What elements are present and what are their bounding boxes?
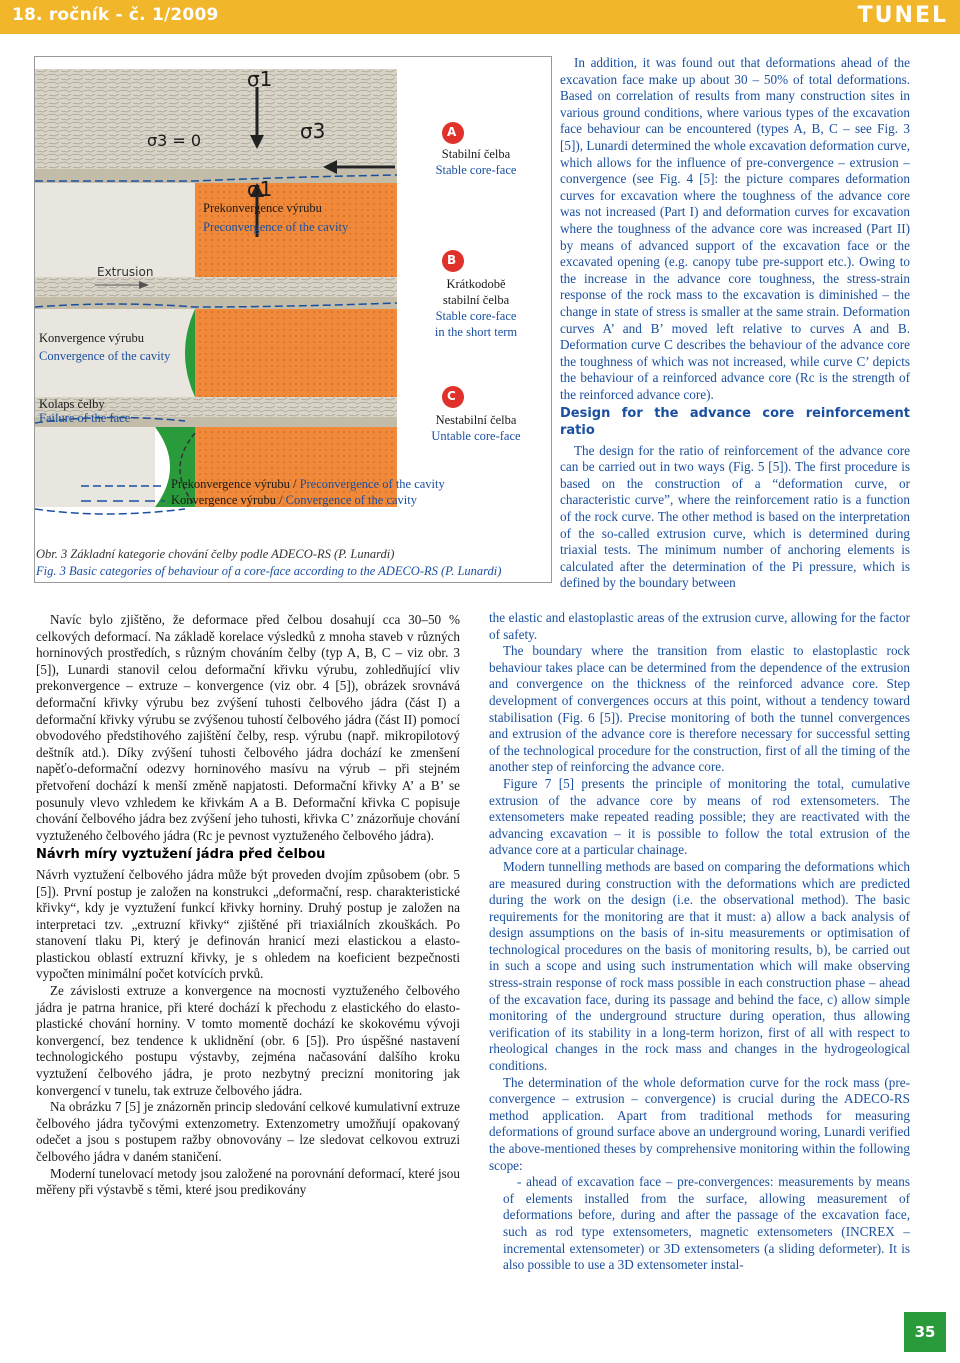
convergence-cz-label: Konvergence výrubu (39, 331, 144, 345)
en-paragraph-6: The determination of the whole deformation curve for the rock mass (pre-convergence – extrusion – convergence) is crucial during the ADECO-RS method application. Apart from traditional methods for measuring deformations of ground surface above an underground woring, Lunardi verified the above-mentioned theses by comprehensive monitoring within the following scope: (489, 1074, 910, 1173)
extrusion-label: Extrusion (97, 265, 154, 279)
sigma3-zero-label: σ3 = 0 (147, 131, 202, 150)
en-paragraph-2b: the elastic and elastoplastic areas of the extrusion curve, allowing for the factor of safety. (489, 610, 910, 642)
case-b-en1: Stable core-face (435, 309, 517, 323)
en-paragraph-2: The design for the ratio of reinforcement of the advance core can be carried out in two ways (Fig. 5 [5]). The first procedure is based on the construction of a “deformation curve, or characteristic curve”, where the reinforcement ratio is a function of the rock curve. The other method is based on the interpretation of the so-called extrusion curve, which is determined during triaxial tests. The minimum number of anchoring elements is calculated after the determination of the Pi pressure, which is defined by the boundary between (560, 442, 910, 591)
tunnel-c (35, 427, 155, 507)
failure-en-label: Failure of the face (39, 411, 131, 425)
convergence-en-label: Convergence of the cavity (39, 349, 171, 363)
caption-en: Fig. 3 Basic categories of behaviour of a core-face according to the ADECO-RS (P. Lunardi) (36, 564, 502, 578)
en-paragraph-3: The boundary where the transition from elastic to elastoplastic rock behaviour takes place can be determined from the dependence of the extrusion and convergence on the thickness of the reinforced advance core. Step development of convergences occurs at this point, without a tendency toward stabilisation (Fig. 6 [5]). Precise monitoring of both the tunnel convergences and extrusion of the advance core is therefore necessary for successful setting of the technological procedure for the construction, first of all the timing of the another step of reinforcing the advance core. (489, 643, 910, 775)
sigma1-label-bottom: σ1 (247, 177, 273, 201)
cz-paragraph-5: Moderní tunelovací metody jsou založené na porovnání deformací, které jsou měřeny při výstavbě s těmi, které jsou predikovány (36, 1165, 460, 1198)
legend-convergence: Konvergence výrubu / Convergence of the cavity (171, 493, 417, 507)
case-a-en: Stable core-face (435, 163, 517, 177)
rock-band-a (35, 69, 397, 169)
case-a-letter: A (447, 125, 457, 139)
issue-label: 18. ročník - č. 1/2009 (12, 5, 219, 25)
en-paragraph-1: In addition, it was found out that deformations ahead of the excavation face make up about 30 – 50% of total deformations. Based on correlation of results from many construction sites in various ground conditions, where various types of the excavation face behaviour can be encountered (types A, B, C – see Fig. 3 [5]), Lunardi determined the whole excavation deformation curve, which allows for the influence of pre-convergence – extrusion – convergence (see Fig. 4 [5]: the picture compares deformation curves for excavation where the toughness of the advance core was not increased (Part I) and deformation curves for excavation where the toughness of the advance core was increased (Part II) by means of advanced support of the excavation face or the excavated opening (e.g. canopy tube pre-support etc.). Owing to the increase in the advance core toughness, the stress-strain response of the rock mass to the excavation is diminished – the change in state of stress is smaller at the same strain. Deformation curves A’ and B’ moved left relative to curves A and B. Deformation curve C describes the behaviour of the advance core the toughness of which was not increased, while curve C’ depicts the behaviour of a reinforced advance core (Rc is the strength of the reinforced advance core). (560, 55, 910, 402)
figure-3 (34, 56, 552, 583)
case-a-cz: Stabilní čelba (441, 147, 511, 161)
en-heading: Design for the advance core reinforcement ratio (560, 406, 910, 439)
tunnel-a (35, 183, 195, 277)
case-b-en2: in the short term (434, 325, 518, 339)
core-b (195, 309, 397, 397)
legend-preconvergence: Prekonvergence výrubu / Preconvergence of the cavity (171, 477, 445, 491)
caption-cz: Obr. 3 Základní kategorie chování čelby podle ADECO-RS (P. Lunardi) (36, 547, 395, 561)
english-column-top (560, 55, 910, 592)
case-c-letter: C (447, 389, 456, 403)
preconvergence-en-label: Preconvergence of the cavity (203, 220, 349, 234)
cz-paragraph-3: Ze závislosti extruze a konvergence na mocnosti vyztuženého čelbového jádra je patrna hranice, při které dochází k přechodu z elastického do elasto-plastické chování horniny. V tomto momentě dochází ke skokovému vývoji konvergencí, bez tendence k uklidnění (obr. 6 [5]). Pro úspěšné nastavení technologického postupu výstavby, zejména načasování dalšího kroku vyztužení čelbového jádra, je proto nezbytný precizní monitoring jak konvergencí v tunelu, tak extruze čelbového jádra. (36, 983, 460, 1098)
czech-column (36, 612, 460, 1199)
sigma3-label: σ3 (300, 119, 326, 143)
preconvergence-cz-label: Prekonvergence výrubu (203, 201, 322, 215)
en-bullet-1: - ahead of excavation face – pre-convergences: measurements by means of elements installed from the surface, allowing measurement of deformations before, during and after the passage of the excavation face, such as rod type extensometers, magnetic extensometers (INCREX – incremental extensometer) or 3D extensometers (a sliding deformeter). It is also possible to use a 3D extensometer instal- (503, 1174, 910, 1273)
page-number-badge: 35 (904, 1312, 946, 1352)
english-column-bottom (489, 610, 910, 1274)
header-bar (0, 0, 960, 34)
failure-cz-label: Kolaps čelby (39, 397, 105, 411)
cz-heading: Návrh míry vyztužení jádra před čelbou (36, 847, 326, 863)
journal-logo: TUNEL (857, 3, 948, 28)
en-paragraph-4: Figure 7 [5] presents the principle of monitoring the total, cumulative extrusion of the advance core by means of rod extensometers. The extensometers make repeated reading possible; they are reactivated with the advancing excavation – it is possible to follow the total extrusion of the advance core at a particular chainage. (489, 775, 910, 858)
case-b-letter: B (447, 253, 457, 267)
cz-paragraph-2: Návrh vyztužení čelbového jádra může být proveden dvojím způsobem (obr. 5 [5]). První postup je založen na konstrukci „deformační, resp. charakteristické křivky“, kdy je vyztužení funkcí křivky horniny. Druhý postup je založen na interpretaci tzv. „extruzní křivky“ zjištěné při triaxiálních zkouškách. Po stanovení tlaku Pi, který je definován hranicí mezi elastickou a elasto-plastickou oblastí extruzní křivky, je s ohledem na koeficient bezpečnosti vypočten minimální počet kotvících prvků. (36, 866, 460, 982)
cz-paragraph-1: Navíc bylo zjištěno, že deformace před čelbou dosahují cca 30–50 % celkových deformací. Na základě korelace výsledků z mnoha staveb v různých horninových prostředích, s různým chováním čelby (typ A, B, C – viz obr. 3 [5]), Lunardi stanovil celou deformační křivku výrubu, zohledňující vliv prekonvergence – extruze – konvergence (viz obr. 4 [5]), obrázek srovnává deformační křivky výrubu bez zvýšení tuhosti čelbového jádra (část I) a deformační křivky výrubu se zvýšenou tuhostí čelbového jádra (část II) pomocí obvodového předstihového zajištění čelby, resp. výrubu (např. mikropilotový deštník atd.). Díky zvýšení tuhosti čelbového jádra dochází ke zmenšení napěťo-deformační odezvy horninového masívu na výrub – při stejném přetvoření dochází k menší změně napjatosti. Deformační křivky A’ a B’ se posunuly vlevo vzhledem ke křivkám A a B. Deformační křivka C popisuje chování čelbového jádra bez zvýšení jeho tuhosti, křivka C’ znázorňuje chování vyztuženého čelbového jádra (Rc je pevnost vyztuženého čelbového jádra). (36, 612, 460, 843)
case-c-cz: Nestabilní čelba (435, 413, 517, 427)
case-b-cz1: Krátkodobě (446, 277, 506, 291)
cz-paragraph-4: Na obrázku 7 [5] je znázorněn princip sledování celkové kumulativní extruze čelbového jádra tyčovými extenzometry. Extenzometry umožňují opakovaný odečet a jsou s postupem ražby obnovovány – lze sledovat celkovou extruzi čelbového jádra v daném staničení. (36, 1099, 460, 1164)
case-b-cz2: stabilní čelba (442, 293, 510, 307)
en-paragraph-5: Modern tunnelling methods are based on comparing the deformations which are measured during construction with the deformations which are predicted during the work on the design (i.e. the observational method). The basic requirements for the monitoring are that it must: a) allow a back analysis of design assumptions on the basis of in-situ measurements or optimisation of technological procedures on the basis of monitoring results, b), be carried out in such a scope and using such instrumentation which will make observing stress-strain response of rock mass possible in each construction phase – ahead of the excavation face, during its passage and behind the face, c) allow simple monitoring of the underground structure during operation, thus allowing verification of its stability in a long-term horizon, first of all with respect to rheological changes in the rock mass and changes in the hydrogeological conditions. (489, 858, 910, 1074)
case-c-en: Untable core-face (431, 429, 521, 443)
sigma1-label-top: σ1 (247, 67, 273, 91)
